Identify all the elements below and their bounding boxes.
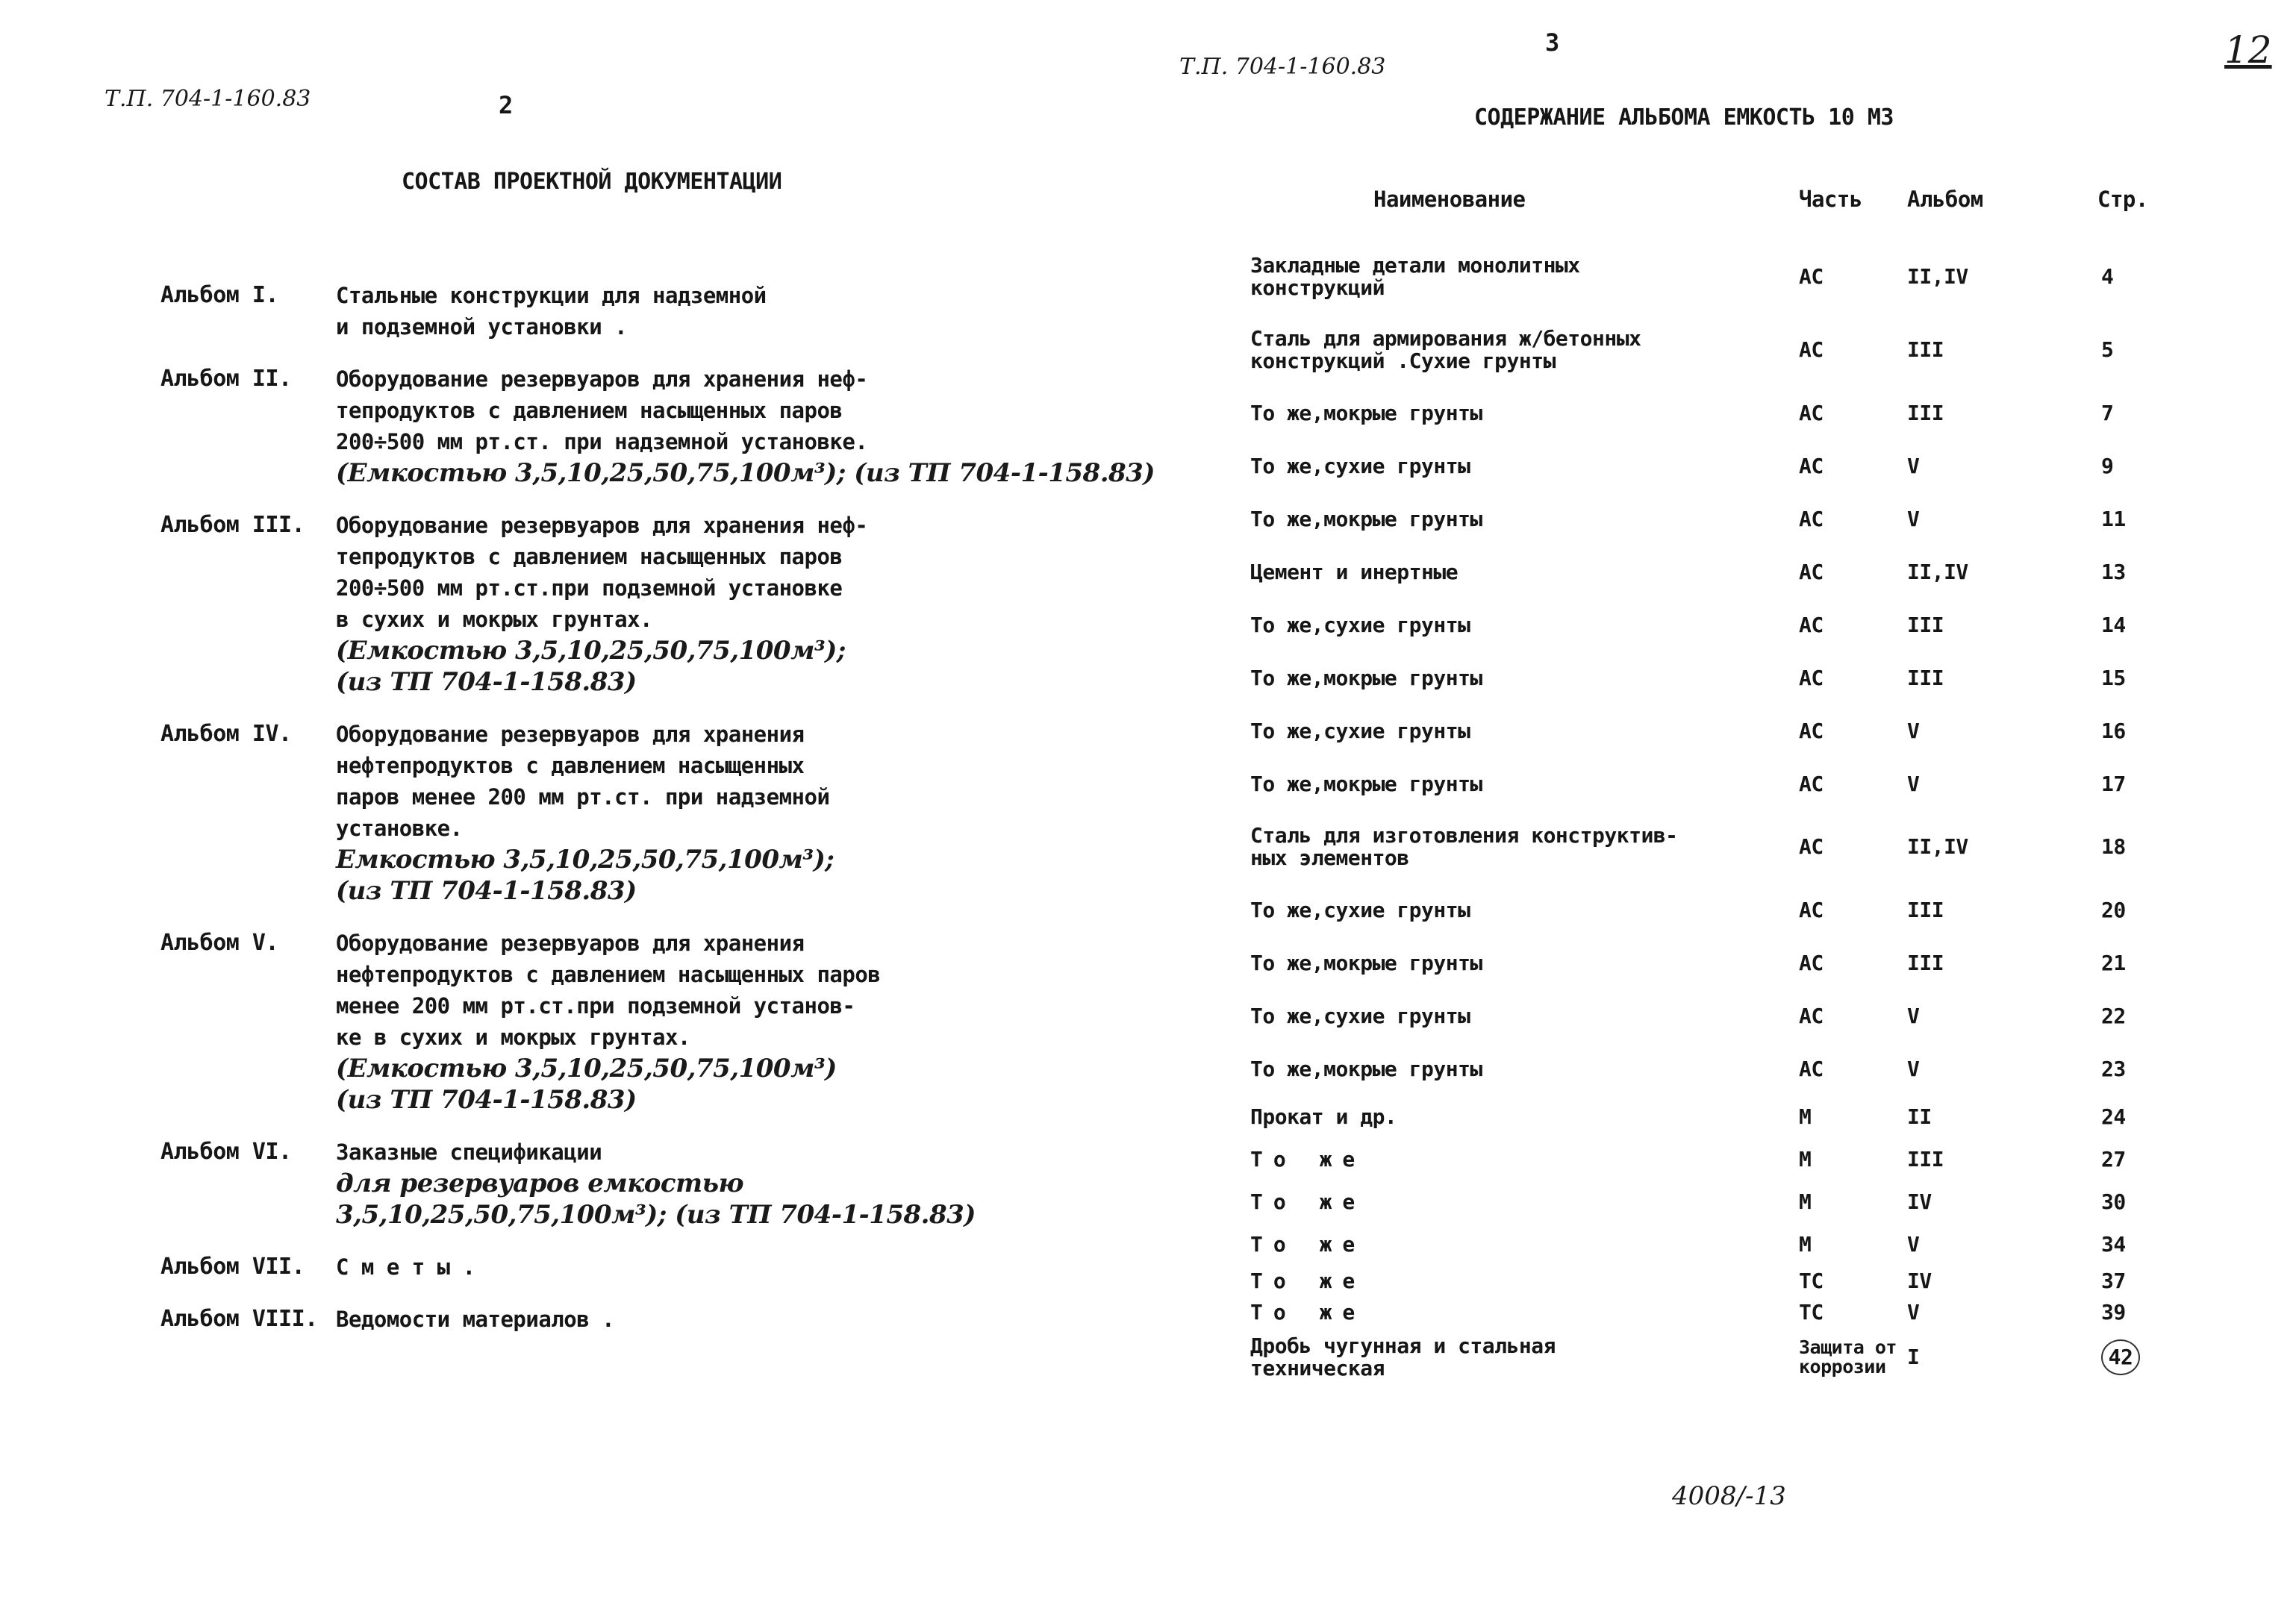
cell-page: 4 bbox=[2101, 264, 2114, 289]
album-description-line: нефтепродуктов с давлением насыщенных паров bbox=[336, 962, 881, 987]
cell-part: М bbox=[1799, 1146, 1812, 1172]
table-row bbox=[1250, 1266, 2236, 1297]
cell-name: То же,мокрые грунты bbox=[1250, 771, 1482, 796]
table-row bbox=[1250, 1223, 2236, 1266]
cell-part: М bbox=[1799, 1231, 1812, 1257]
right-page-title: СОДЕРЖАНИЕ АЛЬБОМА ЕМКОСТЬ 10 М3 bbox=[1474, 104, 1894, 131]
cell-page: 30 bbox=[2101, 1189, 2126, 1214]
cell-name: Дробь чугунная и стальная техническая bbox=[1250, 1333, 1556, 1380]
cell-part: Защита от коррозии bbox=[1799, 1336, 1897, 1377]
cell-page: 14 bbox=[2101, 612, 2126, 637]
cell-album: I bbox=[1907, 1345, 1920, 1369]
cell-part: АС bbox=[1799, 718, 1824, 743]
cell-album: III bbox=[1907, 665, 1944, 690]
cell-album: V bbox=[1907, 506, 1920, 531]
cell-page: 27 bbox=[2101, 1146, 2126, 1172]
album-item bbox=[160, 1251, 1123, 1283]
cell-page: 39 bbox=[2101, 1300, 2126, 1325]
album-label: Альбом VII. bbox=[160, 1254, 305, 1280]
cell-part: АС bbox=[1799, 771, 1824, 796]
album-description-line: и подземной установки . bbox=[336, 314, 628, 340]
cell-album: III bbox=[1907, 1146, 1944, 1172]
table-row bbox=[1250, 387, 2236, 440]
cell-name: То же bbox=[1250, 1231, 1366, 1257]
table-row bbox=[1250, 492, 2236, 545]
cell-part: М bbox=[1799, 1104, 1812, 1129]
cell-part: АС bbox=[1799, 897, 1824, 922]
table-row bbox=[1250, 1297, 2236, 1328]
cell-part: ТС bbox=[1799, 1269, 1824, 1293]
table-row bbox=[1250, 313, 2236, 387]
album-description-line: Оборудование резервуаров для хранения bbox=[336, 722, 805, 747]
cell-page: 20 bbox=[2101, 897, 2126, 922]
album-label: Альбом IV. bbox=[160, 721, 292, 747]
cell-album: III bbox=[1907, 612, 1944, 637]
album-description bbox=[336, 510, 1123, 698]
album-handwritten-note: (Емкостью 3,5,10,25,50,75,100м³); (из ТП 704-1-158.83) bbox=[336, 458, 1155, 488]
right-page bbox=[1149, 0, 2296, 1620]
cell-album: V bbox=[1907, 1231, 1920, 1257]
cell-part: АС bbox=[1799, 264, 1824, 289]
table-row bbox=[1250, 545, 2236, 598]
table-row bbox=[1250, 884, 2236, 936]
right-doc-code: Т.П. 704-1-160.83 bbox=[1179, 54, 1386, 80]
cell-part: АС bbox=[1799, 1003, 1824, 1028]
album-handwritten-note: Емкостью 3,5,10,25,50,75,100м³); bbox=[336, 845, 835, 875]
album-description-line: ке в сухих и мокрых грунтах. bbox=[336, 1025, 690, 1050]
cell-part: АС bbox=[1799, 400, 1824, 425]
cell-name: Сталь для изготовления конструктив- ных элементов bbox=[1250, 823, 1678, 870]
sheet-mark: 12 bbox=[2224, 28, 2272, 72]
contents-table bbox=[1250, 187, 2236, 1386]
album-handwritten-note: (Емкостью 3,5,10,25,50,75,100м³); bbox=[336, 636, 846, 666]
cell-album: II bbox=[1907, 1104, 1932, 1129]
left-page-number: 2 bbox=[499, 91, 513, 119]
table-row bbox=[1250, 1180, 2236, 1223]
table-row bbox=[1250, 1042, 2236, 1095]
cell-page: 7 bbox=[2101, 400, 2114, 425]
album-description-line: Стальные конструкции для надземной bbox=[336, 283, 767, 308]
cell-album: II,IV bbox=[1907, 264, 1968, 289]
cell-album: III bbox=[1907, 897, 1944, 922]
cell-part: АС bbox=[1799, 337, 1824, 362]
album-description-line: Оборудование резервуаров для хранения неф- bbox=[336, 513, 868, 538]
album-list bbox=[160, 280, 1155, 1356]
album-description-line: нефтепродуктов с давлением насыщенных bbox=[336, 753, 805, 778]
cell-part: АС bbox=[1799, 612, 1824, 637]
album-item bbox=[160, 510, 1123, 698]
column-header-name: Наименование bbox=[1373, 187, 1526, 212]
cell-album: II,IV bbox=[1907, 834, 1968, 859]
album-description-line: 200÷500 мм рт.ст.при подземной установке bbox=[336, 575, 843, 601]
album-handwritten-note: для резервуаров емкостью bbox=[336, 1169, 744, 1198]
cell-part: АС bbox=[1799, 1056, 1824, 1081]
album-item bbox=[160, 280, 1123, 343]
cell-album: IV bbox=[1907, 1189, 1932, 1214]
cell-part: М bbox=[1799, 1189, 1812, 1214]
album-handwritten-note: (из ТП 704-1-158.83) bbox=[336, 1085, 637, 1115]
cell-page: 15 bbox=[2101, 665, 2126, 690]
cell-part: АС bbox=[1799, 950, 1824, 975]
album-description bbox=[336, 1136, 1123, 1230]
cell-page: 5 bbox=[2101, 337, 2114, 362]
table-row bbox=[1250, 240, 2236, 313]
cell-page: 13 bbox=[2101, 559, 2126, 584]
cell-album: II,IV bbox=[1907, 559, 1968, 584]
cell-name: Закладные детали монолитных конструкций bbox=[1250, 253, 1580, 300]
album-item bbox=[160, 719, 1123, 907]
cell-name: То же bbox=[1250, 1269, 1366, 1293]
cell-page: 11 bbox=[2101, 506, 2126, 531]
column-header-page: Стр. bbox=[2097, 187, 2148, 212]
album-label: Альбом I. bbox=[160, 282, 279, 308]
cell-name: То же,мокрые грунты bbox=[1250, 665, 1482, 690]
cell-page: 24 bbox=[2101, 1104, 2126, 1129]
cell-album: V bbox=[1907, 771, 1920, 796]
album-label: Альбом VI. bbox=[160, 1139, 292, 1165]
cell-page: 23 bbox=[2101, 1056, 2126, 1081]
cell-name: То же,мокрые грунты bbox=[1250, 950, 1482, 975]
cell-page bbox=[2038, 1328, 2236, 1386]
cell-name: То же bbox=[1250, 1189, 1366, 1214]
cell-name: То же,сухие грунты bbox=[1250, 897, 1470, 922]
table-row bbox=[1250, 651, 2236, 704]
table-row bbox=[1250, 1138, 2236, 1180]
column-header-album: Альбом bbox=[1907, 187, 1983, 212]
cell-album: V bbox=[1907, 1003, 1920, 1028]
album-description bbox=[336, 719, 1123, 907]
album-description-line: Оборудование резервуаров для хранения неф- bbox=[336, 366, 868, 392]
circled-page-number: 42 bbox=[2101, 1339, 2140, 1375]
album-label: Альбом III. bbox=[160, 512, 305, 538]
album-description-line: установке. bbox=[336, 816, 463, 841]
album-item bbox=[160, 363, 1155, 489]
table-row bbox=[1250, 704, 2236, 757]
album-handwritten-note: 3,5,10,25,50,75,100м³); (из ТП 704-1-158.83) bbox=[336, 1200, 976, 1230]
cell-name: То же,мокрые грунты bbox=[1250, 1056, 1482, 1081]
table-row bbox=[1250, 1328, 2236, 1386]
album-description-line: тепродуктов с давлением насыщенных паров bbox=[336, 398, 843, 423]
right-page-number: 3 bbox=[1545, 28, 1559, 57]
album-label: Альбом II. bbox=[160, 366, 292, 392]
table-row bbox=[1250, 440, 2236, 492]
table-row bbox=[1250, 757, 2236, 810]
cell-name: То же,мокрые грунты bbox=[1250, 506, 1482, 531]
cell-album: V bbox=[1907, 1056, 1920, 1081]
cell-album: V bbox=[1907, 718, 1920, 743]
album-description-line: Заказные спецификации bbox=[336, 1139, 602, 1165]
album-description bbox=[336, 363, 1155, 489]
album-description-line: тепродуктов с давлением насыщенных паров bbox=[336, 544, 843, 569]
cell-page: 9 bbox=[2101, 453, 2114, 478]
cell-name: То же,сухие грунты bbox=[1250, 612, 1470, 637]
table-row bbox=[1250, 1095, 2236, 1138]
cell-album: V bbox=[1907, 453, 1920, 478]
cell-page: 18 bbox=[2101, 834, 2126, 859]
cell-name: То же bbox=[1250, 1300, 1366, 1325]
album-description bbox=[336, 1304, 1123, 1335]
cell-album: III bbox=[1907, 950, 1944, 975]
album-handwritten-note: (из ТП 704-1-158.83) bbox=[336, 876, 637, 906]
album-description-line: 200÷500 мм рт.ст. при надземной установке. bbox=[336, 429, 868, 454]
album-label: Альбом V. bbox=[160, 930, 279, 956]
cell-part: ТС bbox=[1799, 1300, 1824, 1325]
album-description bbox=[336, 1251, 1123, 1283]
table-row bbox=[1250, 598, 2236, 651]
cell-name: То же,сухие грунты bbox=[1250, 1003, 1470, 1028]
album-description-line: менее 200 мм рт.ст.при подземной установ- bbox=[336, 993, 855, 1019]
cell-part: АС bbox=[1799, 453, 1824, 478]
album-description-line: С м е т ы . bbox=[336, 1254, 475, 1280]
left-page-title: СОСТАВ ПРОЕКТНОЙ ДОКУМЕНТАЦИИ bbox=[402, 169, 782, 195]
cell-name: То же bbox=[1250, 1146, 1366, 1172]
album-item bbox=[160, 1136, 1123, 1230]
table-row bbox=[1250, 936, 2236, 989]
cell-name: Сталь для армирования ж/бетонных конструкций .Сухие грунты bbox=[1250, 326, 1641, 373]
album-description bbox=[336, 280, 1123, 343]
album-description-line: Ведомости материалов . bbox=[336, 1307, 615, 1332]
album-description-line: паров менее 200 мм рт.ст. при надземной bbox=[336, 784, 830, 810]
album-item bbox=[160, 1304, 1123, 1335]
cell-page: 17 bbox=[2101, 771, 2126, 796]
cell-album: V bbox=[1907, 1300, 1920, 1325]
cell-album: IV bbox=[1907, 1269, 1932, 1293]
cell-album: III bbox=[1907, 400, 1944, 425]
cell-page: 22 bbox=[2101, 1003, 2126, 1028]
album-label: Альбом VIII. bbox=[160, 1306, 318, 1332]
cell-name: То же,мокрые грунты bbox=[1250, 400, 1482, 425]
cell-part: АС bbox=[1799, 506, 1824, 531]
cell-name: Цемент и инертные bbox=[1250, 559, 1459, 584]
cell-page: 21 bbox=[2101, 950, 2126, 975]
album-handwritten-note: (Емкостью 3,5,10,25,50,75,100м³) bbox=[336, 1054, 837, 1083]
album-handwritten-note: (из ТП 704-1-158.83) bbox=[336, 667, 637, 697]
bottom-note: 4008/-13 bbox=[1672, 1481, 1786, 1511]
album-item bbox=[160, 928, 1123, 1116]
cell-album: III bbox=[1907, 337, 1944, 362]
album-description-line: в сухих и мокрых грунтах. bbox=[336, 607, 652, 632]
column-header-part: Часть bbox=[1799, 187, 1862, 212]
album-description bbox=[336, 928, 1123, 1116]
cell-page: 37 bbox=[2101, 1269, 2126, 1293]
table-row bbox=[1250, 810, 2236, 884]
cell-page: 16 bbox=[2101, 718, 2126, 743]
table-header-row bbox=[1250, 187, 2236, 240]
table-row bbox=[1250, 989, 2236, 1042]
cell-part: АС bbox=[1799, 665, 1824, 690]
cell-name: То же,сухие грунты bbox=[1250, 718, 1470, 743]
cell-name: То же,сухие грунты bbox=[1250, 453, 1470, 478]
cell-part: АС bbox=[1799, 834, 1824, 859]
cell-name: Прокат и др. bbox=[1250, 1104, 1397, 1129]
album-description-line: Оборудование резервуаров для хранения bbox=[336, 931, 805, 956]
cell-part: АС bbox=[1799, 559, 1824, 584]
cell-page: 34 bbox=[2101, 1231, 2126, 1257]
left-doc-code: Т.П. 704-1-160.83 bbox=[104, 86, 311, 112]
contents-body bbox=[1250, 240, 2236, 1386]
